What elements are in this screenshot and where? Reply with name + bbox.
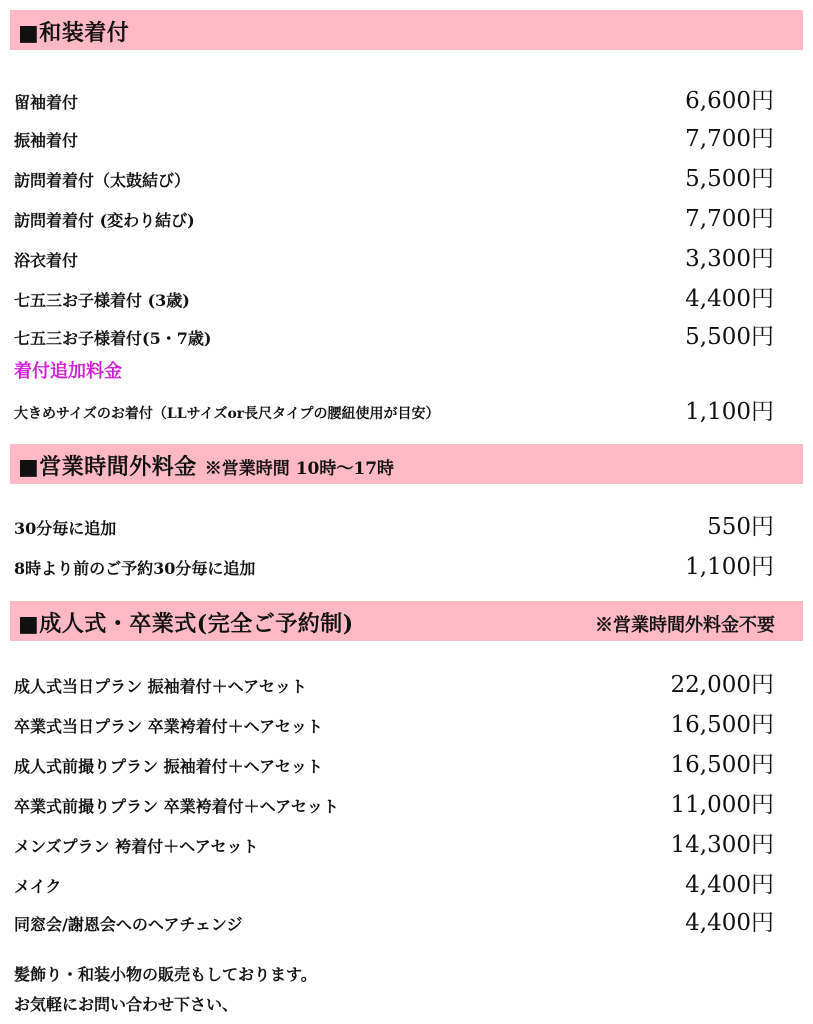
price-label: 成人式当日プラン 振袖着付＋ヘアセット xyxy=(14,677,307,696)
price-value: 7,700円 xyxy=(685,206,774,232)
price-row xyxy=(14,160,774,190)
price-label: メンズプラン 袴着付＋ヘアセット xyxy=(14,837,259,856)
price-value: 14,300円 xyxy=(670,832,774,858)
section-title-text: ■営業時間外料金 xyxy=(18,454,197,480)
price-row xyxy=(14,120,774,150)
price-label: 8時より前のご予約30分毎に追加 xyxy=(14,559,256,578)
price-label: 留袖着付 xyxy=(14,93,79,112)
footer-note: お気軽にお問い合わせ下さい、 xyxy=(14,995,239,1014)
price-label: 卒業式前撮りプラン 卒業袴着付＋ヘアセット xyxy=(14,797,339,816)
price-value: 1,100円 xyxy=(685,554,774,580)
price-value: 7,700円 xyxy=(685,126,774,152)
section-header-after-hours xyxy=(10,444,803,484)
price-row xyxy=(14,826,774,856)
price-value: 22,000円 xyxy=(670,672,774,698)
section-title xyxy=(18,450,394,481)
price-row xyxy=(14,548,774,578)
price-value: 4,400円 xyxy=(685,286,774,312)
price-value: 3,300円 xyxy=(685,246,774,272)
price-label: 訪問着着付 (変わり結び) xyxy=(14,211,195,230)
price-value: 1,100円 xyxy=(685,399,774,425)
price-row xyxy=(14,280,774,310)
price-row xyxy=(14,904,774,934)
price-row xyxy=(14,666,774,696)
price-value: 11,000円 xyxy=(670,792,774,818)
price-value: 5,500円 xyxy=(685,324,774,350)
price-label: 同窓会/謝恩会へのヘアチェンジ xyxy=(14,915,243,934)
price-value: 6,600円 xyxy=(685,88,774,114)
price-label: 七五三お子様着付 (3歳) xyxy=(14,291,190,310)
price-label: 振袖着付 xyxy=(14,131,79,150)
price-label: 大きめサイズのお着付（LLサイズor長尺タイプの腰紐使用が目安） xyxy=(14,406,440,422)
price-label: 浴衣着付 xyxy=(14,251,79,270)
price-value: 4,400円 xyxy=(685,910,774,936)
price-row xyxy=(14,786,774,816)
section-note: ※営業時間 10時〜17時 xyxy=(204,459,395,479)
price-row xyxy=(14,746,774,776)
section-note: ※営業時間外料金不要 xyxy=(595,615,775,636)
price-row xyxy=(14,318,774,348)
price-row xyxy=(14,508,774,538)
price-row xyxy=(14,706,774,736)
price-label: 成人式前撮りプラン 振袖着付＋ヘアセット xyxy=(14,757,323,776)
price-row xyxy=(14,240,774,270)
section-title: ■成人式・卒業式(完全ご予約制) xyxy=(18,611,354,637)
section-title: ■和装着付 xyxy=(18,20,130,46)
section-header-kimono-dressing xyxy=(10,10,803,50)
price-label: 七五三お子様着付(5・7歳) xyxy=(14,329,212,348)
price-value: 4,400円 xyxy=(685,872,774,898)
extra-fee-heading: 着付追加料金 xyxy=(14,361,122,382)
price-row xyxy=(14,200,774,230)
price-value: 5,500円 xyxy=(685,166,774,192)
price-value: 16,500円 xyxy=(670,752,774,778)
footer-note: 髪飾り・和装小物の販売もしております。 xyxy=(14,965,317,984)
price-label: 30分毎に追加 xyxy=(14,519,117,538)
price-row xyxy=(14,866,774,896)
price-row xyxy=(14,393,774,423)
section-header-ceremony xyxy=(10,601,803,641)
price-label: メイク xyxy=(14,877,62,896)
price-label: 卒業式当日プラン 卒業袴着付＋ヘアセット xyxy=(14,717,323,736)
price-label: 訪問着着付（太鼓結び） xyxy=(14,171,191,190)
price-value: 550円 xyxy=(707,514,774,540)
price-value: 16,500円 xyxy=(670,712,774,738)
price-row xyxy=(14,82,774,112)
